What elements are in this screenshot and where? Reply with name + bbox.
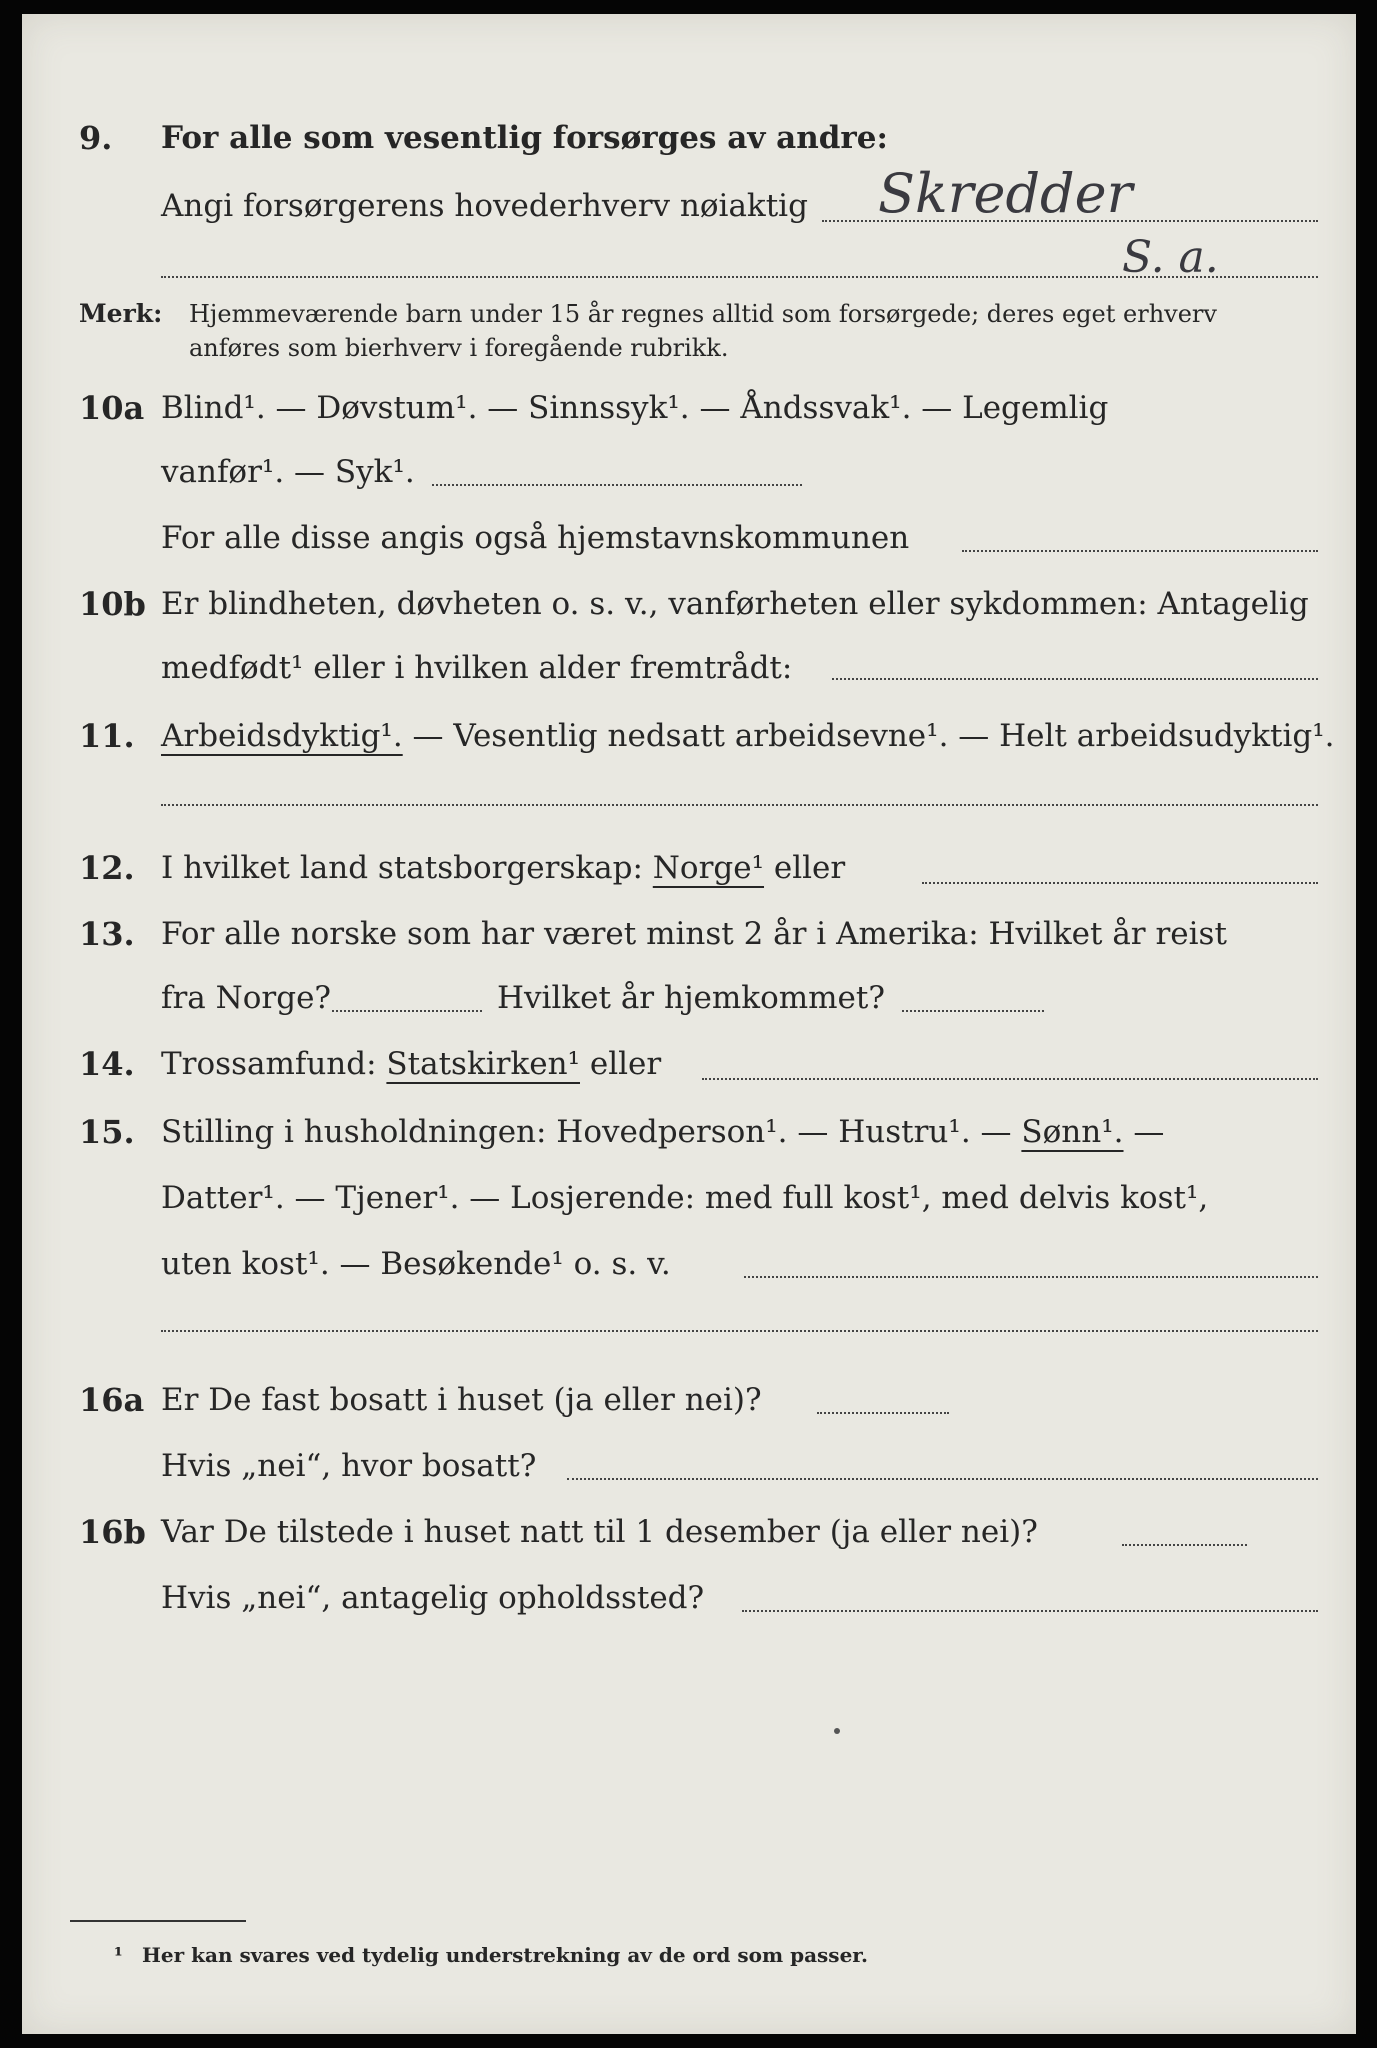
q12-prompt: I hvilket land statsborgerskap:	[161, 850, 653, 886]
q9-handwritten-note: S. a.	[1122, 232, 1219, 283]
q15-selected-answer: Sønn¹.	[1021, 1114, 1124, 1150]
q10a-syk-line	[432, 484, 802, 486]
q16a-bosatt-line	[567, 1478, 1318, 1480]
q15-prompt: Stilling i husholdningen: Hovedperson¹. — Hustru¹. —	[161, 1114, 1022, 1150]
merk-label: Merk:	[79, 299, 163, 328]
q10b-line-1: Er blindheten, døvheten o. s. v., vanførheten eller sykdommen: Antagelig	[161, 586, 1309, 622]
q12-eller: eller	[764, 850, 846, 886]
q14-line	[161, 1044, 661, 1084]
q10b-number: 10b	[79, 585, 146, 623]
footnote-text: Her kan svares ved tydelig understrekning av de ord som passer.	[142, 1943, 868, 1967]
q13-number: 13.	[79, 915, 135, 953]
q14-number: 14.	[79, 1045, 135, 1083]
q16b-line-2: Hvis „nei“, antagelig opholdssted?	[161, 1580, 705, 1616]
q9-prompt: Angi forsørgerens hovederhverv nøiaktig	[161, 188, 808, 224]
q11-other-options: — Vesentlig nedsatt arbeidsevne¹. — Helt arbeidsudyktig¹.	[402, 718, 1335, 754]
q13-line-1: For alle norske som har været minst 2 år i Amerika: Hvilket år reist	[161, 916, 1227, 952]
q12-line	[161, 848, 845, 888]
q16b-answer-line	[1122, 1544, 1247, 1546]
q15-line-3: uten kost¹. — Besøkende¹ o. s. v.	[161, 1246, 671, 1282]
q11-line	[161, 716, 1335, 756]
q11-answer-line	[161, 804, 1318, 806]
q12-number: 12.	[79, 849, 135, 887]
q11-selected-option: Arbeidsdyktig¹.	[161, 718, 403, 754]
merk-line-1: Hjemmeværende barn under 15 år regnes alltid som forsørgede; deres eget erhverv	[189, 300, 1217, 328]
q16a-line-2: Hvis „nei“, hvor bosatt?	[161, 1448, 537, 1484]
q11-number: 11.	[79, 717, 135, 755]
merk-line-2: anføres som bierhverv i foregående rubrikk.	[189, 334, 729, 362]
q9-heading: For alle som vesentlig forsørges av andre:	[161, 120, 888, 156]
q9-answer-line-2	[161, 276, 1318, 278]
q10b-line-2: medfødt¹ eller i hvilken alder fremtrådt:	[161, 650, 793, 686]
census-form-page	[22, 14, 1356, 2034]
q15-dash: —	[1123, 1114, 1165, 1150]
q10b-answer-line	[832, 678, 1318, 680]
q10a-number: 10a	[79, 389, 145, 427]
q16b-line-1: Var De tilstede i huset natt til 1 desember (ja eller nei)?	[161, 1514, 1038, 1550]
q14-eller: eller	[580, 1046, 662, 1082]
q12-answer-line	[922, 882, 1318, 884]
q15-answer-line-2	[161, 1330, 1318, 1332]
q13-reist-line	[332, 1010, 482, 1012]
ink-dot	[834, 1728, 840, 1734]
q10a-line-3: For alle disse angis også hjemstavnskommunen	[161, 520, 910, 556]
q16b-number: 16b	[79, 1513, 146, 1551]
q13-line-2a: fra Norge?	[161, 980, 332, 1016]
q15-line-2: Datter¹. — Tjener¹. — Losjerende: med full kost¹, med delvis kost¹,	[161, 1180, 1209, 1216]
q16a-answer-line	[817, 1412, 949, 1414]
q15-line-1	[161, 1112, 1164, 1152]
q16b-opholdssted-line	[742, 1610, 1318, 1612]
q16a-line-1: Er De fast bosatt i huset (ja eller nei)?	[161, 1382, 762, 1418]
footnote-mark: ¹	[114, 1943, 123, 1967]
q14-answer-line	[702, 1078, 1318, 1080]
q10a-hjemstavn-line	[962, 550, 1318, 552]
q14-prompt: Trossamfund:	[161, 1046, 387, 1082]
q9-handwritten-answer: Skredder	[878, 162, 1133, 225]
footnote-rule	[70, 1920, 246, 1922]
q12-selected-answer: Norge¹	[652, 850, 765, 886]
q9-number: 9.	[79, 119, 113, 157]
q10a-line-2: vanfør¹. — Syk¹.	[161, 454, 415, 490]
q16a-number: 16a	[79, 1381, 145, 1419]
q14-selected-answer: Statskirken¹	[386, 1046, 580, 1082]
q13-line-2b: Hvilket år hjemkommet?	[497, 980, 885, 1016]
q15-number: 15.	[79, 1113, 135, 1151]
q10a-line-1: Blind¹. — Døvstum¹. — Sinnssyk¹. — Åndssvak¹. — Legemlig	[161, 390, 1109, 426]
q15-answer-line	[744, 1276, 1318, 1278]
q13-hjemkommet-line	[902, 1010, 1044, 1012]
